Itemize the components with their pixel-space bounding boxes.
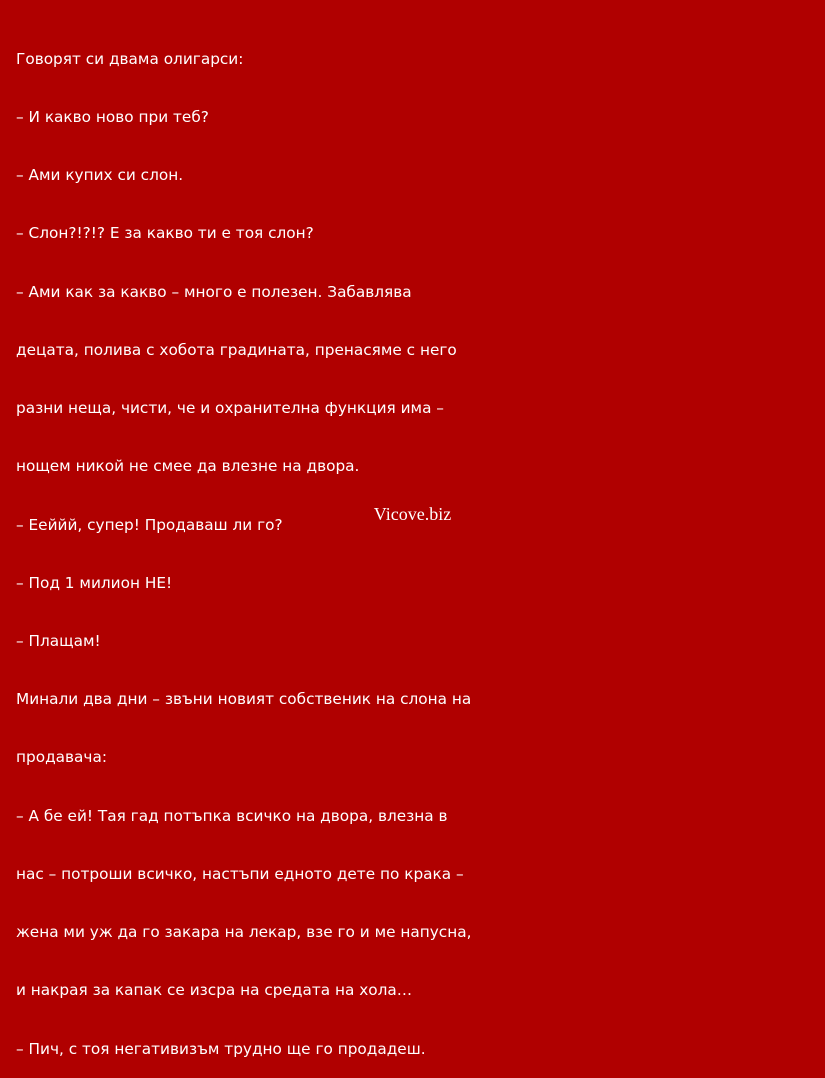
joke-line: разни неща, чисти, че и охранителна функция има – bbox=[16, 399, 444, 418]
site-watermark: Vicove.biz bbox=[373, 504, 452, 524]
joke-line: децата, полива с хобота градината, пренасяме с него bbox=[16, 340, 457, 359]
joke-line: – Пич, с тоя негативизъм трудно ще го продадеш. bbox=[16, 1039, 426, 1058]
joke-line: – А бе ей! Тая гад потъпка всичко на двора, влезна в bbox=[16, 806, 448, 825]
joke-line: – Под 1 милион НЕ! bbox=[16, 573, 173, 592]
joke-line: – И какво ново при теб? bbox=[16, 108, 209, 127]
joke-line: жена ми уж да го закара на лекар, взе го и ме напусна, bbox=[16, 923, 472, 942]
joke-line: продавача: bbox=[16, 748, 107, 767]
joke-line: – Ами купих си слон. bbox=[16, 166, 184, 185]
joke-line: и накрая за капак се изсра на средата на хола… bbox=[16, 981, 413, 1000]
joke-line: нощем никой не смее да влезне на двора. bbox=[16, 457, 360, 476]
joke-line: – Ами как за какво – много е полезен. Забавлява bbox=[16, 282, 412, 301]
joke-line: Говорят си двама олигарси: bbox=[16, 49, 244, 68]
joke-line: – Плащам! bbox=[16, 632, 101, 650]
joke-line: Минали два дни – звъни новият собственик на слона на bbox=[16, 690, 472, 709]
joke-line: – Ееййй, супер! Продаваш ли го? bbox=[16, 515, 283, 534]
joke-text bbox=[16, 11, 576, 1078]
joke-line: нас – потроши всичко, настъпи едното дете по крака – bbox=[16, 864, 464, 883]
joke-line: – Слон?!?!? Е за какво ти е тоя слон? bbox=[16, 224, 314, 243]
